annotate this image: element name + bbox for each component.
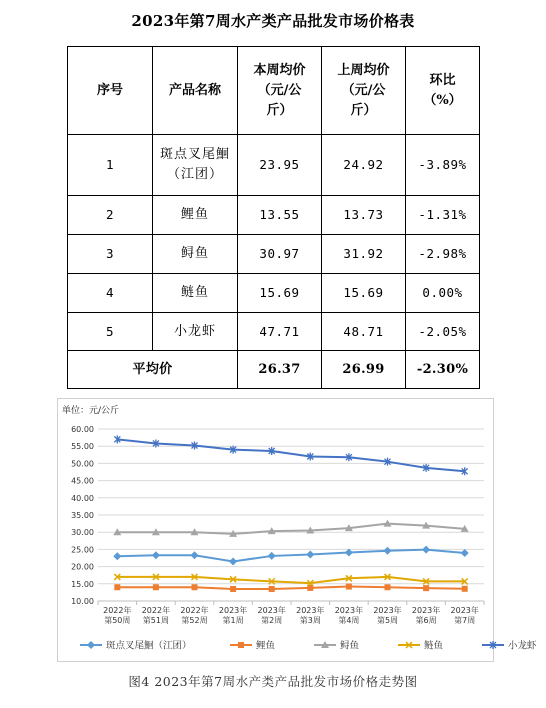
row-product-name: 鲟鱼 bbox=[153, 235, 238, 274]
row-index: 3 bbox=[68, 235, 153, 274]
y-tick-label: 15.00 bbox=[71, 579, 94, 589]
data-point bbox=[229, 557, 237, 565]
legend-entry: 斑点叉尾鮰（江团） bbox=[106, 640, 192, 652]
data-point bbox=[87, 641, 95, 649]
y-axis-unit-label: 单位：元/公斤 bbox=[62, 406, 120, 416]
row-this-week-price: 23.95 bbox=[238, 135, 322, 196]
row-product-name bbox=[153, 135, 238, 196]
row-change: -2.05% bbox=[406, 313, 480, 351]
series-line bbox=[117, 439, 464, 471]
header-last-week bbox=[322, 47, 406, 135]
data-point bbox=[152, 551, 160, 559]
row-index: 1 bbox=[68, 135, 153, 196]
y-tick-label: 60.00 bbox=[71, 425, 94, 434]
data-point bbox=[113, 552, 121, 560]
data-point bbox=[238, 642, 244, 648]
x-tick-label: 2023年 bbox=[218, 606, 248, 615]
table-row bbox=[68, 135, 480, 196]
legend-entry: 鲟鱼 bbox=[340, 640, 360, 652]
page-title: 2023年第7周水产类产品批发市场价格表 bbox=[131, 12, 415, 30]
x-tick-label: 2023年 bbox=[373, 606, 402, 615]
x-tick-label: 第3周 bbox=[299, 616, 321, 625]
row-change: 0.00% bbox=[406, 274, 480, 313]
row-product-name: 小龙虾 bbox=[153, 313, 238, 351]
figure-caption: 图4 2023年第7周水产类产品批发市场价格走势图 bbox=[128, 674, 418, 689]
x-tick-label: 第52周 bbox=[181, 616, 208, 625]
series-line bbox=[117, 587, 464, 589]
x-tick-label: 2023年 bbox=[334, 606, 364, 615]
x-tick-label: 第6周 bbox=[415, 616, 437, 625]
x-tick-label: 第1周 bbox=[222, 616, 244, 625]
y-tick-label: 35.00 bbox=[71, 511, 94, 520]
row-this-week-price: 47.71 bbox=[238, 313, 322, 351]
row-change: -1.31% bbox=[406, 196, 480, 235]
line-chart-svg bbox=[58, 399, 537, 661]
header-change-line: （%） bbox=[423, 92, 462, 108]
product-name-line: 斑点叉尾鮰 bbox=[159, 147, 230, 162]
row-last-week-price: 48.71 bbox=[322, 313, 406, 351]
product-name-line: （江团） bbox=[166, 167, 223, 182]
data-point bbox=[385, 584, 391, 590]
header-last-week-line: 斤） bbox=[350, 102, 377, 118]
average-this-week: 26.37 bbox=[238, 351, 322, 389]
x-tick-label: 第5周 bbox=[376, 616, 399, 625]
row-last-week-price: 13.73 bbox=[322, 196, 406, 235]
data-point bbox=[114, 584, 120, 590]
x-tick-label: 2023年 bbox=[257, 606, 286, 615]
y-tick-label: 55.00 bbox=[71, 442, 94, 452]
row-this-week-price: 13.55 bbox=[238, 196, 322, 235]
header-index: 序号 bbox=[68, 47, 153, 135]
x-tick-label: 第51周 bbox=[142, 616, 169, 625]
data-point bbox=[191, 551, 199, 559]
header-change bbox=[406, 47, 480, 135]
row-product-name: 鲤鱼 bbox=[153, 196, 238, 235]
table-header-row bbox=[68, 47, 480, 135]
header-this-week-line: 斤） bbox=[266, 102, 293, 118]
series-line bbox=[117, 577, 464, 583]
price-table bbox=[67, 46, 480, 389]
average-change: -2.30% bbox=[406, 351, 480, 389]
legend-entry: 鲢鱼 bbox=[424, 640, 444, 652]
legend-entry: 鲤鱼 bbox=[256, 640, 276, 652]
y-tick-label: 10.00 bbox=[71, 597, 94, 606]
y-tick-label: 50.00 bbox=[71, 459, 94, 469]
row-change: -2.98% bbox=[406, 235, 480, 274]
average-label: 平均价 bbox=[68, 351, 238, 389]
table-row bbox=[68, 235, 480, 274]
table-row bbox=[68, 196, 480, 235]
y-tick-label: 45.00 bbox=[71, 476, 94, 486]
data-point bbox=[153, 584, 159, 590]
data-point bbox=[384, 547, 392, 555]
data-point bbox=[269, 586, 275, 592]
row-last-week-price: 24.92 bbox=[322, 135, 406, 196]
x-tick-label: 2022年 bbox=[141, 606, 171, 615]
header-last-week-line: 上周均价 bbox=[337, 62, 390, 78]
row-this-week-price: 15.69 bbox=[238, 274, 322, 313]
row-last-week-price: 31.92 bbox=[322, 235, 406, 274]
row-index: 4 bbox=[68, 274, 153, 313]
header-this-week-line: （元/公 bbox=[257, 82, 302, 98]
row-this-week-price: 30.97 bbox=[238, 235, 322, 274]
price-trend-chart bbox=[57, 398, 537, 662]
header-last-week-line: （元/公 bbox=[341, 82, 386, 98]
x-tick-label: 2022年 bbox=[103, 606, 132, 615]
data-point bbox=[306, 551, 314, 559]
x-tick-label: 第7周 bbox=[454, 616, 476, 625]
data-point bbox=[230, 586, 236, 592]
data-point bbox=[346, 584, 352, 590]
y-tick-label: 20.00 bbox=[71, 562, 94, 572]
row-index: 2 bbox=[68, 196, 153, 235]
x-tick-label: 第50周 bbox=[104, 616, 131, 625]
header-this-week-line: 本周均价 bbox=[253, 62, 306, 78]
table-row bbox=[68, 313, 480, 351]
data-point bbox=[268, 552, 276, 560]
y-tick-label: 40.00 bbox=[71, 493, 94, 503]
data-point bbox=[461, 549, 469, 557]
series-line bbox=[117, 550, 464, 562]
y-tick-label: 30.00 bbox=[71, 528, 94, 538]
row-index: 5 bbox=[68, 313, 153, 351]
data-point bbox=[192, 584, 198, 590]
x-tick-label: 2022年 bbox=[180, 606, 209, 615]
legend-entry: 小龙虾 bbox=[508, 640, 537, 652]
header-this-week bbox=[238, 47, 322, 135]
data-point bbox=[422, 546, 430, 554]
row-change: -3.89% bbox=[406, 135, 480, 196]
data-point bbox=[462, 586, 468, 592]
x-tick-label: 2023年 bbox=[450, 606, 479, 615]
average-row bbox=[68, 351, 480, 389]
average-last-week: 26.99 bbox=[322, 351, 406, 389]
header-change-line: 环比 bbox=[429, 72, 456, 88]
row-last-week-price: 15.69 bbox=[322, 274, 406, 313]
x-tick-label: 第4周 bbox=[338, 616, 360, 625]
row-product-name: 鲢鱼 bbox=[153, 274, 238, 313]
x-tick-label: 第2周 bbox=[261, 616, 283, 625]
header-name: 产品名称 bbox=[153, 47, 238, 135]
x-tick-label: 2023年 bbox=[296, 606, 325, 615]
table-row bbox=[68, 274, 480, 313]
x-tick-label: 2023年 bbox=[411, 606, 441, 615]
y-tick-label: 25.00 bbox=[71, 545, 94, 555]
data-point bbox=[423, 585, 429, 591]
